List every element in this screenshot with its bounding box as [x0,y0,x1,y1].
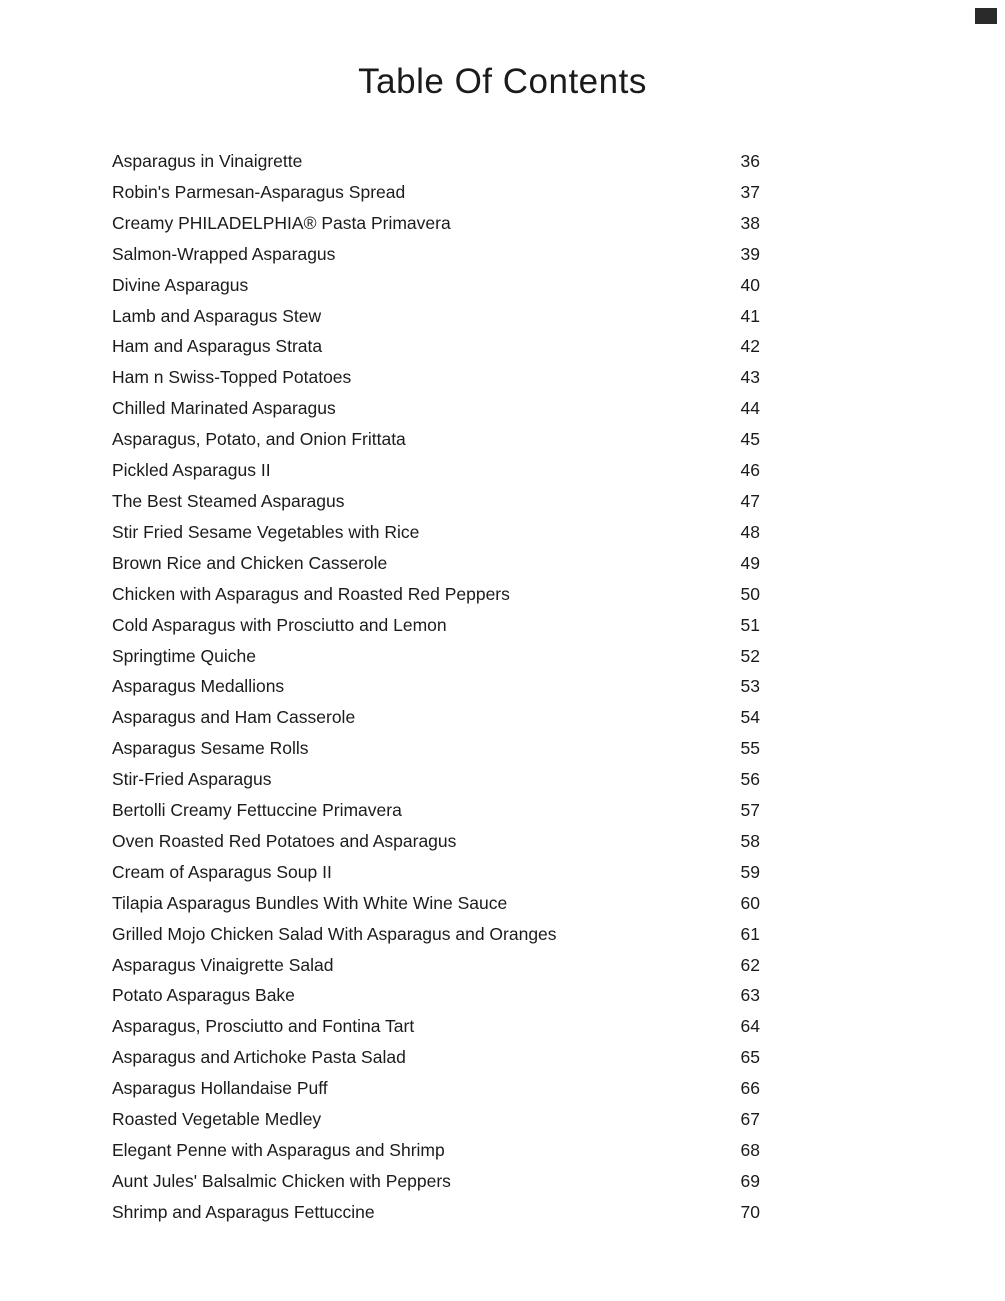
toc-entry [112,733,760,764]
toc-entry-title: Tilapia Asparagus Bundles With White Wine Sauce [112,892,508,913]
toc-entry-title: Pickled Asparagus II [112,460,271,481]
toc-entry-page-number: 51 [740,614,760,635]
toc-entry-title: Stir-Fried Asparagus [112,769,272,790]
toc-entry [112,362,760,393]
toc-entry-title: Asparagus Vinaigrette Salad [112,954,334,975]
toc-entry-title: Bertolli Creamy Fettuccine Primavera [112,800,402,821]
toc-entry-page-number: 54 [740,707,760,728]
toc-entry [112,1042,760,1073]
toc-entry-title: Cream of Asparagus Soup II [112,861,332,882]
toc-entry-page-number: 36 [740,151,760,171]
toc-entry [112,610,760,641]
toc-entry-title: Elegant Penne with Asparagus and Shrimp [112,1140,445,1160]
toc-entry-page-number: 38 [740,212,760,233]
toc-entry-page-number: 57 [740,800,760,821]
toc-entry-title: Stir Fried Sesame Vegetables with Rice [112,521,420,542]
toc-entry-title: Springtime Quiche [112,645,256,666]
toc-entry [112,239,760,270]
page-title: Table Of Contents [358,62,647,101]
toc-entry [112,424,760,455]
toc-entry [112,950,760,981]
toc-entry [112,393,760,424]
toc-entry-page-number: 62 [740,954,760,975]
toc-list [112,146,760,1228]
toc-entry-page-number: 60 [740,892,760,913]
toc-entry-page-number: 70 [740,1201,760,1222]
toc-entry-title: Ham n Swiss-Topped Potatoes [112,367,352,388]
toc-entry [112,1197,760,1228]
toc-entry [112,702,760,733]
toc-entry [112,980,760,1011]
toc-entry-page-number: 41 [740,305,760,326]
toc-entry-page-number: 43 [740,367,760,388]
toc-entry-page-number: 48 [740,521,760,542]
toc-entry [112,579,760,610]
toc-entry-title: Salmon-Wrapped Asparagus [112,243,336,264]
toc-entry-title: Creamy PHILADELPHIA® Pasta Primavera [112,212,451,233]
toc-entry-page-number: 67 [740,1109,760,1130]
toc-entry-page-number: 40 [740,274,760,295]
toc-entry-page-number: 64 [740,1016,760,1037]
toc-entry-title: Chilled Marinated Asparagus [112,398,336,419]
toc-entry [112,919,760,950]
toc-entry [112,1166,760,1197]
toc-entry [112,1011,760,1042]
toc-entry [112,857,760,888]
toc-entry-title: Asparagus Hollandaise Puff [112,1078,328,1099]
toc-entry-page-number: 42 [740,336,760,357]
toc-entry-title: Robin's Parmesan-Asparagus Spread [112,181,406,202]
toc-entry-page-number: 50 [740,583,760,604]
toc-entry-page-number: 37 [740,181,760,202]
toc-entry [112,1135,760,1166]
toc-entry [112,1104,760,1135]
toc-entry-title: Roasted Vegetable Medley [112,1109,322,1130]
toc-entry-page-number: 47 [740,490,760,511]
toc-entry-page-number: 56 [740,769,760,790]
toc-entry [112,795,760,826]
toc-entry-title: Divine Asparagus [112,274,249,295]
toc-entry-page-number: 61 [740,923,760,944]
toc-entry [112,1073,760,1104]
toc-entry-title: Asparagus Sesame Rolls [112,738,309,759]
toc-entry [112,331,760,362]
toc-entry-title: Potato Asparagus Bake [112,985,295,1006]
toc-entry [112,517,760,548]
toc-entry [112,270,760,301]
toc-entry-title: The Best Steamed Asparagus [112,490,345,511]
toc-entry-page-number: 46 [740,460,760,481]
toc-entry [112,888,760,919]
toc-entry-title: Grilled Mojo Chicken Salad With Asparagus and Oranges [112,923,557,944]
toc-entry [112,826,760,857]
toc-entry-page-number: 59 [740,861,760,882]
toc-entry-title: Brown Rice and Chicken Casserole [112,552,388,573]
toc-entry-page-number: 69 [740,1170,760,1191]
toc-entry-title: Shrimp and Asparagus Fettuccine [112,1201,375,1222]
toc-entry-title: Asparagus Medallions [112,676,285,697]
toc-entry [112,208,760,239]
toc-entry [112,455,760,486]
toc-entry-page-number: 45 [740,429,760,450]
toc-entry-title: Lamb and Asparagus Stew [112,305,322,326]
toc-entry-title: Asparagus and Artichoke Pasta Salad [112,1047,406,1068]
toc-entry-title: Aunt Jules' Balsalmic Chicken with Peppers [112,1170,451,1191]
toc-entry-page-number: 68 [740,1140,760,1160]
toc-entry-title: Oven Roasted Red Potatoes and Asparagus [112,830,457,851]
toc-entry-title: Asparagus and Ham Casserole [112,707,356,728]
toc-entry-page-number: 39 [740,243,760,264]
toc-entry-page-number: 58 [740,830,760,851]
toc-entry-title: Cold Asparagus with Prosciutto and Lemon [112,614,447,635]
toc-entry-title: Asparagus, Prosciutto and Fontina Tart [112,1016,415,1037]
toc-entry [112,548,760,579]
toc-entry-page-number: 63 [740,985,760,1006]
toc-entry-title: Asparagus, Potato, and Onion Frittata [112,429,406,450]
toc-entry [112,764,760,795]
toc-entry-page-number: 65 [740,1047,760,1068]
toc-entry [112,146,760,177]
toc-entry-page-number: 55 [740,738,760,759]
toc-entry [112,177,760,208]
toc-entry-title: Ham and Asparagus Strata [112,336,323,357]
toc-entry-page-number: 44 [740,398,760,419]
toc-entry-page-number: 49 [740,552,760,573]
toc-entry [112,486,760,517]
toc-entry [112,301,760,332]
toc-entry-page-number: 66 [740,1078,760,1099]
toc-entry [112,641,760,672]
toc-entry-page-number: 53 [740,676,760,697]
toc-entry-page-number: 52 [740,645,760,666]
page-corner-mark [975,8,997,24]
toc-entry [112,671,760,702]
toc-entry-title: Asparagus in Vinaigrette [112,151,303,171]
toc-entry-title: Chicken with Asparagus and Roasted Red Peppers [112,583,510,604]
